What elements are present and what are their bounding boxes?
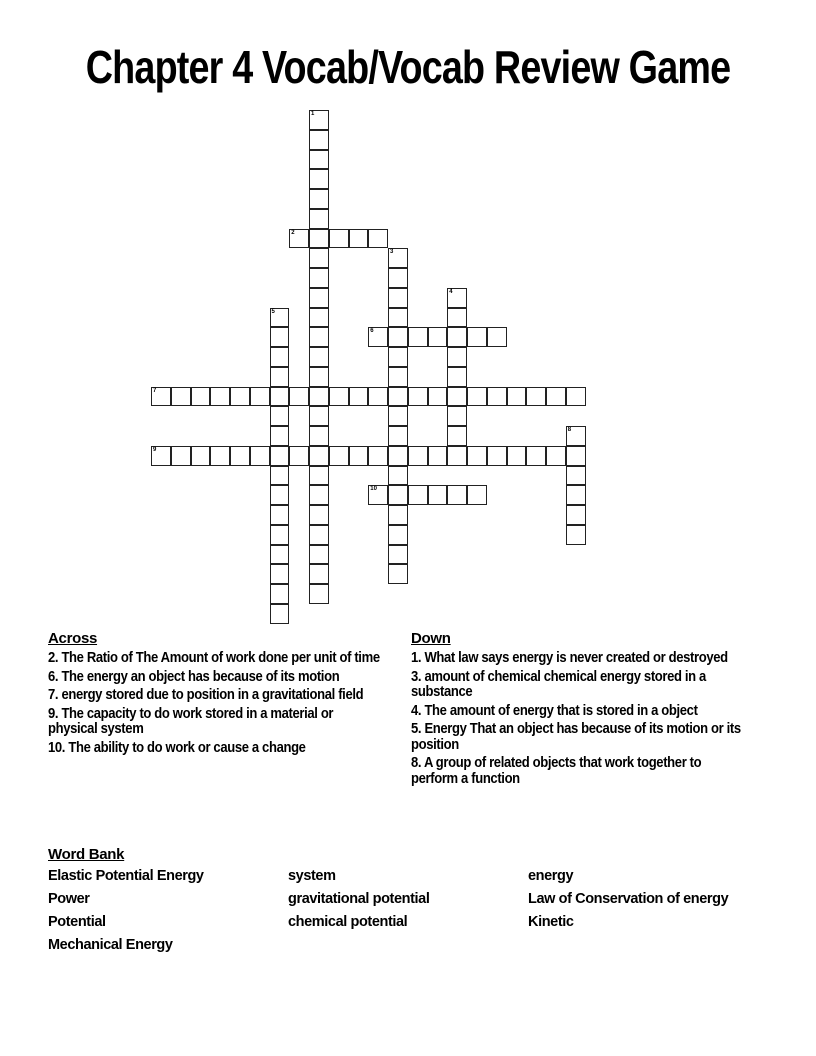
crossword-cell[interactable] bbox=[270, 406, 290, 426]
crossword-cell[interactable] bbox=[250, 446, 270, 466]
crossword-cell[interactable] bbox=[309, 110, 329, 130]
crossword-cell[interactable] bbox=[487, 327, 507, 347]
clue-number: 7. bbox=[48, 687, 59, 703]
word-bank-item: gravitational potential bbox=[288, 891, 430, 907]
crossword-cell[interactable] bbox=[270, 564, 290, 584]
crossword-cell[interactable] bbox=[171, 387, 191, 407]
down-clue bbox=[411, 704, 744, 720]
clue-number: 6. bbox=[48, 668, 59, 685]
across-clue bbox=[48, 688, 381, 704]
down-section bbox=[411, 630, 781, 790]
crossword-cell[interactable] bbox=[309, 525, 329, 545]
crossword-cell[interactable] bbox=[349, 446, 369, 466]
crossword-cell[interactable] bbox=[309, 347, 329, 367]
crossword-cell[interactable] bbox=[447, 406, 467, 426]
clue-number: 10 bbox=[370, 486, 377, 493]
crossword-cell[interactable] bbox=[526, 387, 546, 407]
crossword-cell[interactable] bbox=[388, 426, 408, 446]
crossword-cell[interactable] bbox=[270, 545, 290, 565]
clue-text: The energy an object has because of its motion bbox=[61, 668, 340, 685]
crossword-cell[interactable] bbox=[428, 446, 448, 466]
crossword-cell[interactable] bbox=[487, 387, 507, 407]
crossword-cell[interactable] bbox=[447, 327, 467, 347]
crossword-cell[interactable] bbox=[309, 426, 329, 446]
crossword-cell[interactable] bbox=[566, 525, 586, 545]
crossword-cell[interactable] bbox=[526, 446, 546, 466]
crossword-cell[interactable] bbox=[447, 387, 467, 407]
clue-number: 2. bbox=[48, 650, 59, 666]
crossword-cell[interactable] bbox=[270, 525, 290, 545]
crossword-cell[interactable] bbox=[230, 387, 250, 407]
crossword-cell[interactable] bbox=[388, 466, 408, 486]
crossword-cell[interactable] bbox=[487, 446, 507, 466]
clue-number: 1 bbox=[311, 111, 315, 117]
crossword-cell[interactable] bbox=[368, 327, 388, 347]
crossword-cell[interactable] bbox=[270, 426, 290, 446]
crossword-cell[interactable] bbox=[309, 169, 329, 189]
crossword-cell[interactable] bbox=[368, 446, 388, 466]
crossword-cell[interactable] bbox=[428, 387, 448, 407]
crossword-cell[interactable] bbox=[270, 485, 290, 505]
down-clue bbox=[411, 670, 744, 701]
word-bank-heading: Word Bank bbox=[48, 846, 125, 863]
crossword-cell[interactable] bbox=[270, 604, 290, 624]
crossword-cell[interactable] bbox=[388, 564, 408, 584]
crossword-cell[interactable] bbox=[309, 466, 329, 486]
clue-text: What law says energy is never created or destroyed bbox=[424, 650, 728, 666]
across-clue bbox=[48, 651, 381, 667]
down-clue bbox=[411, 651, 744, 667]
crossword-cell[interactable] bbox=[546, 446, 566, 466]
crossword-cell[interactable] bbox=[309, 327, 329, 347]
crossword-cell[interactable] bbox=[566, 387, 586, 407]
word-bank-item: Potential bbox=[48, 914, 106, 930]
crossword-cell[interactable] bbox=[270, 584, 290, 604]
crossword-cell[interactable] bbox=[270, 446, 290, 466]
word-bank-item: energy bbox=[528, 868, 574, 884]
crossword-cell[interactable] bbox=[270, 327, 290, 347]
crossword-cell[interactable] bbox=[467, 446, 487, 466]
crossword-cell[interactable] bbox=[309, 584, 329, 604]
crossword-cell[interactable] bbox=[447, 308, 467, 328]
clue-text: The Ratio of The Amount of work done per unit of time bbox=[61, 650, 380, 666]
crossword-cell[interactable] bbox=[309, 308, 329, 328]
word-bank-item: Kinetic bbox=[528, 914, 574, 930]
clue-number: 3 bbox=[390, 249, 394, 256]
crossword-cell[interactable] bbox=[309, 505, 329, 525]
clue-text: The capacity to do work stored in a material or physical system bbox=[48, 705, 334, 737]
clue-number: 8. bbox=[411, 755, 422, 771]
crossword-cell[interactable] bbox=[368, 485, 388, 505]
crossword-cell[interactable] bbox=[309, 406, 329, 426]
word-bank-item: Power bbox=[48, 891, 90, 907]
crossword-cell[interactable] bbox=[289, 387, 309, 407]
crossword-cell[interactable] bbox=[309, 288, 329, 308]
crossword-cell[interactable] bbox=[566, 485, 586, 505]
clue-text: Energy That an object has because of its motion or its position bbox=[411, 721, 741, 753]
crossword-cell[interactable] bbox=[428, 327, 448, 347]
crossword-cell[interactable] bbox=[388, 525, 408, 545]
page-title: Chapter 4 Vocab/Vocab Review Game bbox=[85, 41, 731, 93]
crossword-cell[interactable] bbox=[566, 466, 586, 486]
clue-number: 7 bbox=[153, 387, 157, 394]
crossword-cell[interactable] bbox=[329, 387, 349, 407]
crossword-cell[interactable] bbox=[349, 387, 369, 407]
clue-number: 5 bbox=[271, 308, 275, 315]
crossword-cell[interactable] bbox=[270, 308, 290, 328]
crossword-cell[interactable] bbox=[467, 485, 487, 505]
crossword-cell[interactable] bbox=[210, 387, 230, 407]
crossword-cell[interactable] bbox=[151, 387, 171, 407]
crossword-cell[interactable] bbox=[507, 387, 527, 407]
clue-text: A group of related objects that work together to perform a function bbox=[411, 755, 702, 787]
crossword-cell[interactable] bbox=[309, 189, 329, 209]
crossword-cell[interactable] bbox=[408, 485, 428, 505]
crossword-cell[interactable] bbox=[388, 347, 408, 367]
crossword-cell[interactable] bbox=[349, 229, 369, 249]
down-heading: Down bbox=[411, 630, 451, 647]
clue-text: energy stored due to position in a gravitational field bbox=[61, 687, 364, 703]
crossword-cell[interactable] bbox=[388, 406, 408, 426]
crossword-cell[interactable] bbox=[388, 446, 408, 466]
crossword-cell[interactable] bbox=[368, 229, 388, 249]
crossword-cell[interactable] bbox=[309, 485, 329, 505]
crossword-cell[interactable] bbox=[388, 505, 408, 525]
crossword-cell[interactable] bbox=[566, 426, 586, 446]
crossword-cell[interactable] bbox=[329, 446, 349, 466]
across-clue bbox=[48, 670, 381, 686]
word-bank-section bbox=[48, 846, 124, 867]
clue-number: 9 bbox=[153, 446, 157, 453]
crossword-cell[interactable] bbox=[309, 387, 329, 407]
crossword-cell[interactable] bbox=[388, 288, 408, 308]
crossword-cell[interactable] bbox=[309, 367, 329, 387]
crossword-cell[interactable] bbox=[408, 387, 428, 407]
crossword-cell[interactable] bbox=[309, 209, 329, 229]
crossword-cell[interactable] bbox=[447, 367, 467, 387]
crossword-cell[interactable] bbox=[388, 308, 408, 328]
crossword-cell[interactable] bbox=[467, 327, 487, 347]
across-section bbox=[48, 630, 418, 759]
clue-number: 8 bbox=[567, 427, 572, 433]
clue-number: 4 bbox=[449, 288, 453, 295]
crossword-cell[interactable] bbox=[447, 446, 467, 466]
crossword-cell[interactable] bbox=[309, 545, 329, 565]
crossword-cell[interactable] bbox=[309, 446, 329, 466]
crossword-cell[interactable] bbox=[408, 446, 428, 466]
crossword-cell[interactable] bbox=[309, 248, 329, 268]
clue-number: 3. bbox=[411, 668, 422, 685]
crossword-cell[interactable] bbox=[309, 150, 329, 170]
crossword-cell[interactable] bbox=[270, 387, 290, 407]
crossword-cell[interactable] bbox=[309, 268, 329, 288]
crossword-cell[interactable] bbox=[289, 446, 309, 466]
word-bank-item: chemical potential bbox=[288, 914, 408, 930]
word-bank-item: Elastic Potential Energy bbox=[48, 868, 204, 884]
across-clue bbox=[48, 707, 381, 738]
crossword-cell[interactable] bbox=[309, 130, 329, 150]
crossword-cell[interactable] bbox=[447, 347, 467, 367]
crossword-cell[interactable] bbox=[388, 327, 408, 347]
crossword-cell[interactable] bbox=[447, 426, 467, 446]
crossword-cell[interactable] bbox=[270, 367, 290, 387]
clue-text: amount of chemical chemical energy stored in a substance bbox=[411, 668, 706, 700]
crossword-cell[interactable] bbox=[270, 505, 290, 525]
clue-number: 10. bbox=[48, 739, 66, 756]
crossword-cell[interactable] bbox=[388, 387, 408, 407]
crossword-cell[interactable] bbox=[546, 387, 566, 407]
crossword-cell[interactable] bbox=[566, 446, 586, 466]
down-clue bbox=[411, 722, 744, 753]
word-bank-item: Mechanical Energy bbox=[48, 937, 173, 953]
crossword-cell[interactable] bbox=[191, 387, 211, 407]
crossword-cell[interactable] bbox=[309, 564, 329, 584]
crossword-cell[interactable] bbox=[467, 387, 487, 407]
crossword-cell[interactable] bbox=[191, 446, 211, 466]
crossword-cell[interactable] bbox=[388, 248, 408, 268]
word-bank-item: system bbox=[288, 868, 336, 884]
across-heading: Across bbox=[48, 630, 98, 647]
crossword-cell[interactable] bbox=[309, 229, 329, 249]
crossword-cell[interactable] bbox=[388, 268, 408, 288]
crossword-cell[interactable] bbox=[428, 485, 448, 505]
crossword-cell[interactable] bbox=[368, 387, 388, 407]
word-bank-item: Law of Conservation of energy bbox=[528, 891, 729, 907]
crossword-cell[interactable] bbox=[230, 446, 250, 466]
crossword-cell[interactable] bbox=[289, 229, 309, 249]
clue-text: The ability to do work or cause a change bbox=[68, 739, 306, 756]
clue-number: 2 bbox=[291, 229, 295, 236]
across-clue bbox=[48, 741, 381, 757]
crossword-cell[interactable] bbox=[151, 446, 171, 466]
crossword-cell[interactable] bbox=[210, 446, 230, 466]
crossword-cell[interactable] bbox=[388, 485, 408, 505]
crossword-cell[interactable] bbox=[329, 229, 349, 249]
crossword-cell[interactable] bbox=[566, 505, 586, 525]
clue-number: 9. bbox=[48, 705, 59, 722]
crossword-cell[interactable] bbox=[270, 347, 290, 367]
crossword-cell[interactable] bbox=[388, 367, 408, 387]
clue-number: 5. bbox=[411, 721, 422, 737]
crossword-cell[interactable] bbox=[408, 327, 428, 347]
crossword-cell[interactable] bbox=[388, 545, 408, 565]
clue-number: 6 bbox=[370, 328, 374, 335]
crossword-cell[interactable] bbox=[171, 446, 191, 466]
crossword-cell[interactable] bbox=[447, 288, 467, 308]
crossword-cell[interactable] bbox=[250, 387, 270, 407]
crossword-cell[interactable] bbox=[270, 466, 290, 486]
crossword-cell[interactable] bbox=[447, 485, 467, 505]
crossword-cell[interactable] bbox=[507, 446, 527, 466]
clue-number: 1. bbox=[411, 650, 422, 666]
clue-number: 4. bbox=[411, 702, 422, 719]
clue-text: The amount of energy that is stored in a object bbox=[424, 702, 698, 719]
down-clue bbox=[411, 756, 744, 787]
